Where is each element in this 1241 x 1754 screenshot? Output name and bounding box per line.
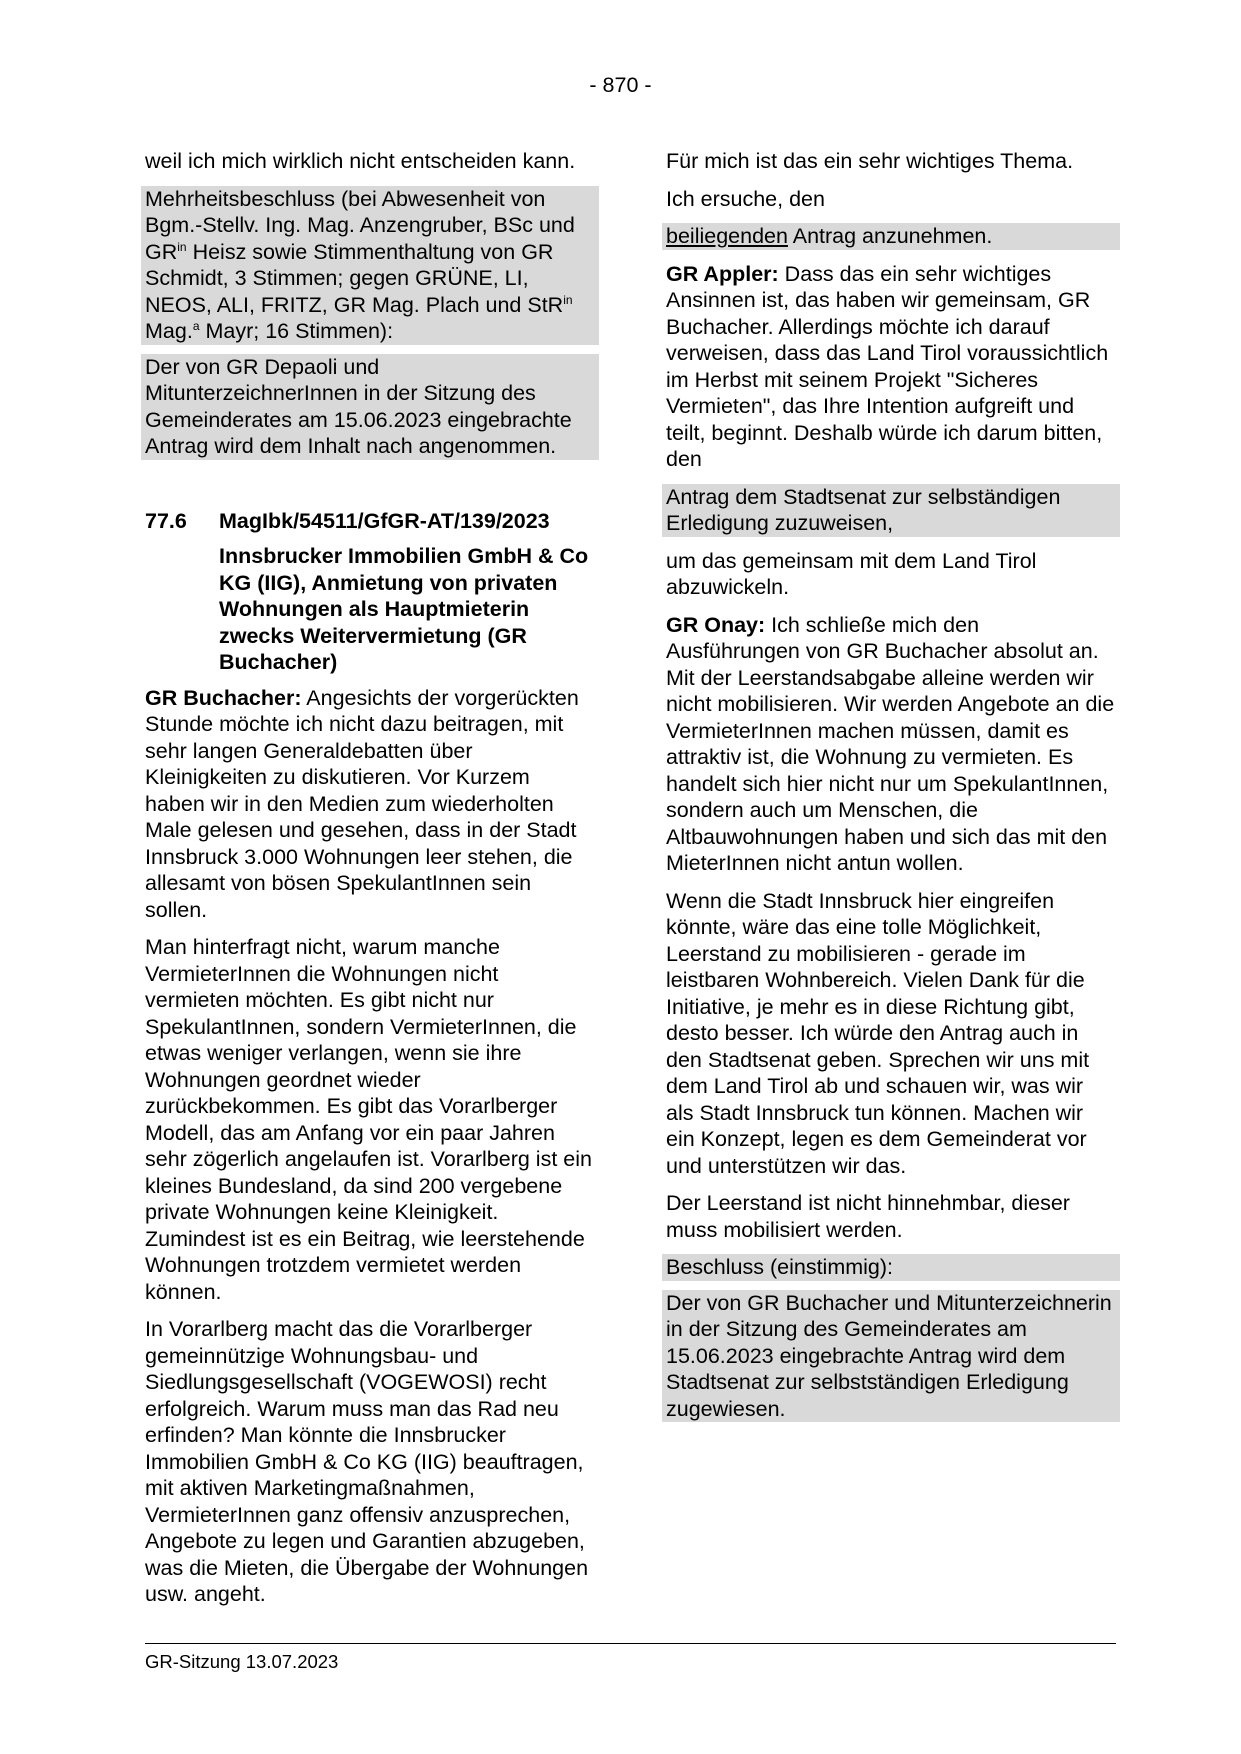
right-column [666,148,1116,1433]
paragraph: In Vorarlberg macht das die Vorarlberger gemeinnützige Wohnungsbau- und Siedlungsgesellschaft (VOGEWOSI) recht erfolgreich. Warum muss man das Rad neu erfinden? Man könnte die Innsbrucker Immobilien GmbH & Co KG (IIG) beauftragen, mit aktiven Marketingmaßnahmen, VermieterInnen ganz offensiv anzusprechen, Angebote zu legen und Garantien abzugeben, was die Mieten, die Übergabe der Wohnungen usw. angeht. [145,1317,589,1606]
speaker-name: GR Appler: [666,261,779,286]
paragraph: weil ich mich wirklich nicht entscheiden kann. [145,149,576,173]
paragraph: Für mich ist das ein sehr wichtiges Thema. [666,149,1074,173]
paragraph: Der Leerstand ist nicht hinnehmbar, dieser muss mobilisiert werden. [666,1191,1070,1242]
agenda-heading [145,508,595,676]
resolution-text: Der von GR Depaoli und MitunterzeichnerInnen in der Sitzung des Gemeinderates am 15.06.2023 eingebrachte Antrag wird dem Inhalt nach angenommen. [141,354,599,460]
paragraph: um das gemeinsam mit dem Land Tirol abzuwickeln. [666,548,1037,599]
paragraph: Man hinterfragt nicht, warum manche VermieterInnen die Wohnungen nicht vermieten möchten. Es gibt nicht nur SpekulantInnen, sondern VermieterInnen, die etwas weniger verlangen, wenn sie ihre Wohnungen geordnet wieder zurückbekommen. Es gibt das Vorarlberger Modell, das am Anfang vor ein paar Jahren sehr zögerlich angelaufen ist. Vorarlberg ist ein kleines Bundesland, da sind 200 vergebene private Wohnungen keine Kleinigkeit. Zumindest ist es ein Beitrag, wie leerstehende Wohnungen trotzdem vermietet werden können. [145,935,592,1304]
agenda-reference: MagIbk/54511/GfGR-AT/139/2023 [219,508,550,533]
vote-result: Mehrheitsbeschluss (bei Abwesenheit von Bgm.-Stellv. Ing. Mag. Anzengruber, BSc und $GR^{in}$ Heisz sowie Stimmenthaltung von GR Schmidt, 3 Stimmen; gegen GRÜNE, LI, NEOS, ALI, FRITZ, GR Mag. Plach und StR$^{in}$ Mag.$^a$ Mayr; 16 Stimmen): [141,186,599,345]
left-column [145,148,595,1619]
speech-onay: GR Onay: Ich schließe mich den Ausführungen von GR Buchacher absolut an. Mit der Leerstandsabgabe alleine werden wir nicht mobilisieren. Wir werden Angebote an die VermieterInnen machen müssen, damit es attraktiv ist, die Wohnung zu vermieten. Es handelt sich hier nicht nur um SpekulantInnen, sondern auch um Menschen, die Altbauwohnungen haben und sich das mit den MieterInnen nicht antun wollen. [666,612,1115,875]
footer-divider [145,1643,1116,1644]
appler-motion: Antrag dem Stadtsenat zur selbständigen Erledigung zuzuweisen, [662,484,1120,537]
speech-buchacher: GR Buchacher: Angesichts der vorgerückten Stunde möchte ich nicht dazu beitragen, mit sehr langen Generaldebatten über Kleinigkeiten zu diskutieren. Vor Kurzem haben wir in den Medien zum wiederholten Male gelesen und gesehen, dass in der Stadt Innsbruck 3.000 Wohnungen leer stehen, die allesamt von bösen SpekulantInnen sein sollen. [145,685,579,922]
motion-link-word: beiliegenden [666,224,788,248]
decision-text: Der von GR Buchacher und Mitunterzeichnerin in der Sitzung des Gemeinderates am 15.06.2023 eingebrachte Antrag wird dem Stadtsenat zur selbstständigen Erledigung zugewiesen. [662,1290,1120,1423]
speech-appler: GR Appler: Dass das ein sehr wichtiges Ansinnen ist, das haben wir gemeinsam, GR Buchacher. Allerdings möchte ich darauf verweisen, dass das Land Tirol voraussichtlich im Herbst mit seinem Projekt "Sicheres Vermieten", das Ihre Intention aufgreift und teilt, beginnt. Deshalb würde ich darum bitten, den [666,261,1109,471]
paragraph: Wenn die Stadt Innsbruck hier eingreifen könnte, wäre das eine tolle Möglichkeit, Leerstand zu mobilisieren - gerade im leistbaren Wohnbereich. Vielen Dank für die Initiative, je mehr es in diese Richtung gibt, desto besser. Ich würde den Antrag auch in den Stadtsenat geben. Sprechen wir uns mit dem Land Tirol ab und schauen wir, was wir als Stadt Innsbruck tun können. Machen wir ein Konzept, legen es dem Gemeinderat vor und unterstützen wir das. [666,888,1090,1178]
decision-label: Beschluss (einstimmig): [662,1254,1120,1281]
agenda-number: 77.6 [145,508,187,533]
speaker-name: GR Onay: [666,612,766,637]
footer: GR-Sitzung 13.07.2023 [145,1651,339,1672]
page-number: - 870 - [589,73,652,97]
motion-text: beiliegenden Antrag anzunehmen. [662,223,1120,250]
agenda-title: Innsbrucker Immobilien GmbH & Co KG (IIG), Anmietung von privaten Wohnungen als Hauptmieterin zwecks Weitervermietung (GR Buchacher) [219,544,589,674]
paragraph: Ich ersuche, den [666,186,825,211]
speaker-name: GR Buchacher: [145,685,302,710]
